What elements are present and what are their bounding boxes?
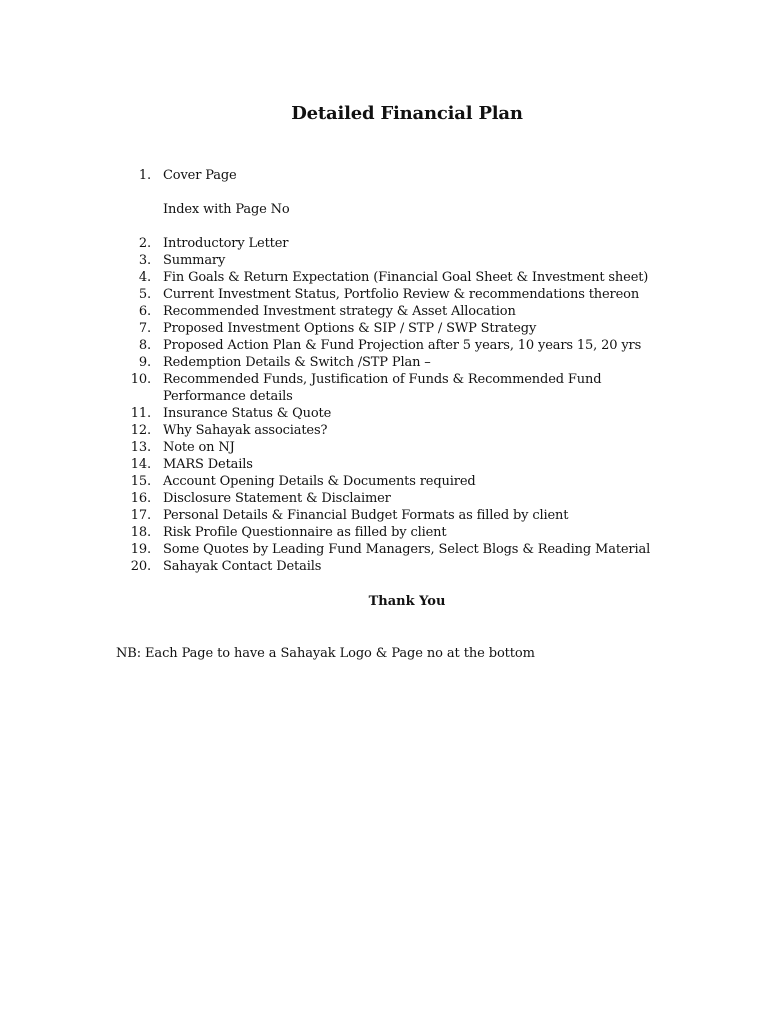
list-item [0, 252, 768, 269]
list-item [0, 456, 768, 473]
list-item [0, 490, 768, 507]
item-number: 10. [130, 372, 151, 387]
list-item [0, 541, 768, 558]
item-number: 16. [130, 491, 151, 506]
item-number: 17. [130, 508, 151, 523]
list-item [0, 524, 768, 541]
item-number: 5. [138, 287, 151, 302]
item-text: Index with Page No [163, 202, 290, 217]
item-text: Introductory Letter [163, 236, 289, 251]
item-number: 20. [130, 559, 151, 574]
item-number: 13. [130, 440, 151, 455]
list-item-continuation [0, 388, 768, 405]
item-number: 4. [138, 270, 151, 285]
list-item [0, 473, 768, 490]
item-number: 12. [130, 423, 151, 438]
item-number: 6. [138, 304, 151, 319]
list-item [0, 167, 768, 184]
item-text: Personal Details & Financial Budget Formats as filled by client [163, 508, 569, 523]
item-text: Risk Profile Questionnaire as filled by client [163, 525, 447, 540]
item-text: Fin Goals & Return Expectation (Financial Goal Sheet & Investment sheet) [163, 270, 649, 285]
item-text: Redemption Details & Switch /STP Plan – [163, 355, 431, 370]
list-item [0, 558, 768, 575]
item-text: MARS Details [163, 457, 253, 472]
list-item [0, 507, 768, 524]
contents-list [0, 167, 768, 575]
list-item [0, 320, 768, 337]
item-number: 1. [138, 168, 151, 183]
item-text: Disclosure Statement & Disclaimer [163, 491, 391, 506]
item-text: Sahayak Contact Details [163, 559, 322, 574]
list-item [0, 269, 768, 286]
item-text: Some Quotes by Leading Fund Managers, Select Blogs & Reading Material [163, 542, 651, 557]
item-number: 11. [130, 406, 151, 421]
list-item [0, 422, 768, 439]
item-text: Recommended Investment strategy & Asset Allocation [163, 304, 516, 319]
list-item [0, 286, 768, 303]
item-text: Recommended Funds, Justification of Funds & Recommended Fund [163, 372, 602, 387]
item-text: Note on NJ [163, 440, 235, 455]
item-number: 3. [138, 253, 151, 268]
list-item [0, 201, 768, 218]
item-text: Account Opening Details & Documents required [163, 474, 476, 489]
item-text: Summary [163, 253, 226, 268]
footer-note: NB: Each Page to have a Sahayak Logo & Page no at the bottom [116, 646, 535, 661]
list-item [0, 439, 768, 456]
document-title: Detailed Financial Plan [291, 103, 523, 124]
item-text: Insurance Status & Quote [163, 406, 332, 421]
list-item [0, 354, 768, 371]
item-text: Current Investment Status, Portfolio Review & recommendations thereon [163, 287, 640, 302]
item-text: Cover Page [163, 168, 237, 183]
list-item [0, 303, 768, 320]
item-text: Proposed Investment Options & SIP / STP / SWP Strategy [163, 321, 537, 336]
item-number: 18. [130, 525, 151, 540]
item-text: Why Sahayak associates? [163, 423, 328, 438]
item-number: 14. [130, 457, 151, 472]
item-number: 7. [138, 321, 151, 336]
item-number: 8. [138, 338, 151, 353]
list-item [0, 337, 768, 354]
list-item [0, 371, 768, 388]
list-item [0, 405, 768, 422]
list-item [0, 235, 768, 252]
item-number: 2. [138, 236, 151, 251]
item-text: Performance details [163, 389, 293, 404]
thank-you-text: Thank You [368, 594, 446, 609]
item-number: 9. [138, 355, 151, 370]
item-number: 15. [130, 474, 151, 489]
item-number: 19. [130, 542, 151, 557]
item-text: Proposed Action Plan & Fund Projection after 5 years, 10 years 15, 20 yrs [163, 338, 642, 353]
